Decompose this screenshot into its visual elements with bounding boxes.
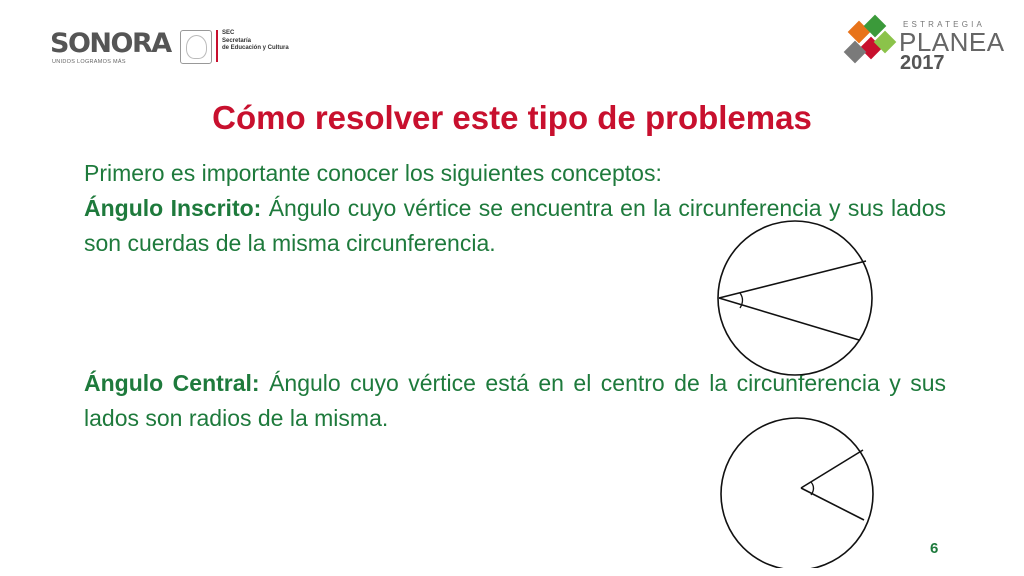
central-circle (721, 418, 873, 568)
inscribed-angle-figure (716, 218, 880, 382)
header-logos (0, 0, 1024, 100)
sec-logo-line2: Secretaría (222, 37, 252, 44)
concept-definition: Ángulo cuyo vértice está en el centro de la circunferencia y sus lados son radios de la misma. (84, 370, 947, 431)
central-radius-lower (801, 488, 864, 520)
concept-definition: Ángulo cuyo vértice se encuentra en la circunferencia y sus lados son cuerdas de la misma circunferencia. (84, 195, 946, 256)
planea-logo-line3: 2017 (900, 52, 945, 74)
central-radius-upper (801, 450, 863, 488)
sonora-logo-text: SONORA (50, 28, 171, 59)
intro-text: Primero es importante conocer los siguientes conceptos: (84, 160, 662, 186)
sec-logo-line1: SEC (222, 30, 235, 36)
inscribed-chord-upper (719, 261, 866, 298)
sec-logo-line3: de Educación y Cultura (222, 45, 289, 51)
sonora-logo (50, 28, 175, 68)
planea-logo-line1: ESTRATEGIA (903, 20, 986, 29)
inscribed-chord-lower (719, 298, 859, 340)
planea-logo-line2: PLANEA (899, 27, 1005, 57)
concept-term: Ángulo Inscrito: (84, 195, 262, 221)
concept-term: Ángulo Central: (84, 370, 260, 396)
sonora-tagline: UNIDOS LOGRAMOS MÁS (52, 59, 126, 65)
sec-divider (216, 30, 218, 62)
slide-title: Cómo resolver este tipo de problemas (212, 99, 812, 136)
page-number: 6 (930, 540, 939, 557)
central-angle-figure (718, 416, 878, 568)
planea-logo (843, 14, 1005, 76)
sec-logo (180, 30, 305, 66)
inscribed-circle (718, 221, 872, 375)
state-seal-icon (180, 30, 212, 64)
sec-logo-text (222, 30, 289, 53)
